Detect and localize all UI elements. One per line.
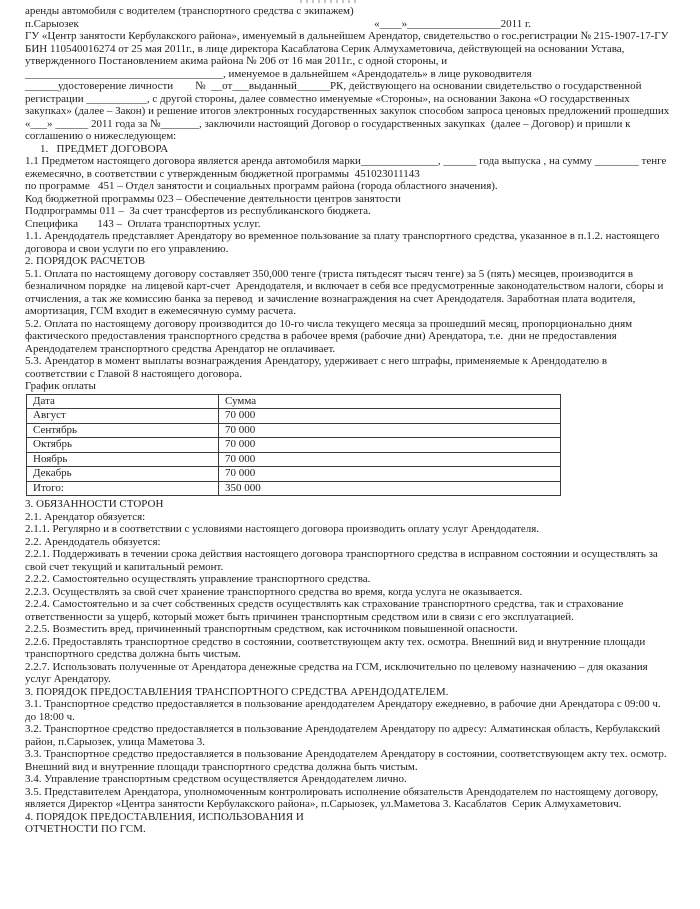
contract-paragraph: График оплаты: [25, 380, 96, 392]
contract-paragraph: 3.1. Транспортное средство предоставляется в пользование арендодателем Арендатору ежедневно, в рабочие дни Арендатора с 09:00 ч. до 18:00 ч.: [25, 698, 664, 723]
payment-amount-cell: 350 000: [219, 481, 561, 496]
payment-amount-cell: 70 000: [219, 423, 561, 438]
payment-amount-cell: 70 000: [219, 467, 561, 482]
contract-paragraph: 5.2. Оплата по настоящему договору производится до 10-го числа текущего месяца за прошедший месяц, пропорционально дням фактического предоставления транспортного средства в рабочее время (рабочие дни) Арендатора, т.е. дни не предоставления Арендодателем транспортного средства Арендатор не оплачивает.: [25, 317, 635, 355]
contract-paragraph: 5.3. Арендатор в момент выплаты вознаграждения Арендатору, удерживает с него штрафы, применяемые к Арендодателю в соответствии с Главой 8 настоящего договора.: [25, 355, 610, 380]
contract-paragraph: 1.1 Предметом настоящего договора является аренда автомобиля марки______________, ______ года выпуска , на сумму ________ тенге ежемесячно, в соответствии с утвержденным бюджетной программы 451023011143: [25, 155, 670, 180]
contract-paragraph: 2.2.5. Возместить вред, причиненный транспортным средством, как источником повышенной опасности.: [25, 623, 518, 635]
payment-month-cell: Август: [27, 409, 219, 424]
payment-schedule-table: [26, 394, 561, 497]
contract-paragraph: 2.2.1. Поддерживать в течении срока действия настоящего договора транспортного средства в исправном состоянии и осуществлять за свой счет текущий и капитальный ремонт.: [25, 548, 661, 573]
place-and-date-line: [25, 18, 671, 31]
payment-amount-cell: 70 000: [219, 452, 561, 467]
contract-paragraph: ГУ «Центр занятости Кербулакского района», именуемый в дальнейшем Арендатор, свидетельство о гос.регистрации № 215-1907-17-ГУ БИН 110540016274 от 25 мая 2011г., в лице директора Касаблатова Серик Алмухаметовича, действующей на основании Устава, утвержденного Постановлением акима района № 206 от 16 мая 2011г., с одной стороны, и: [25, 30, 672, 67]
contract-paragraph: 1.1. Арендодатель представляет Арендатору во временное пользование за плату транспортного средства, указанное в п.1.2. настоящего договора и свои услуги по его управлению.: [25, 230, 663, 255]
contract-paragraph: по программе 451 – Отдел занятости и социальных программ района (города областного значения).: [25, 180, 498, 192]
contract-paragraph: 4. ПОРЯДОК ПРЕДОСТАВЛЕНИЯ, ИСПОЛЬЗОВАНИЯ И: [25, 810, 304, 823]
contract-paragraph: 2.2.6. Предоставлять транспортное средство в состоянии, соответствующем акту тех. осмотра. Внешний вид и внутренние площади транспортного средства должна быть чистым.: [25, 635, 648, 660]
contract-paragraph: 3.4. Управление транспортным средством осуществляется Арендодателем лично.: [25, 773, 407, 785]
payment-month-cell: Декабрь: [27, 467, 219, 482]
contract-paragraph: 3. ПОРЯДОК ПРЕДОСТАВЛЕНИЯ ТРАНСПОРТНОГО СРЕДСТВА АРЕНДОДАТЕЛЕМ.: [25, 685, 449, 698]
contract-paragraph: Специфика 143 – Оплата транспортных услуг.: [25, 217, 261, 230]
table-column-header: Сумма: [219, 394, 561, 409]
document-body: [25, 5, 671, 836]
payment-month-cell: Ноябрь: [27, 452, 219, 467]
contract-paragraph: 5.1. Оплата по настоящему договору составляет 350,000 тенге (триста пятьдесят тысяч тенге) за 5 (пять) месяцев, производится в безналичном порядке на лицевой карт-счет Арендодателя, и включает в себя все предусмотренные законодательством налоги, сборы и отчисления, а так же комиссию банка за перевод и зачисление вознаграждения на счет Арендодателя. Заработная плата водителя, амортизация, ГСМ входит в ежемесячную сумму расчета.: [25, 267, 667, 317]
contract-paragraph: 2.2.7. Использовать полученные от Арендатора денежные средства на ГСМ, исключительно по целевому назначению – для оказания услуг Арендатору.: [25, 660, 651, 685]
contract-paragraph: 3.5. Представителем Арендатора, уполномоченным контролировать исполнение обязательств Арендодателем по настоящему договору, является Директор «Центра занятости Кербулакского района», п.Сарыозек, ул.Маметова 3. Касаблатов Серик Алмухаметович.: [25, 785, 661, 810]
table-row: [27, 438, 561, 453]
date-blank: «____»_________________2011 г.: [374, 17, 531, 30]
contract-paragraph: 2.1. Арендатор обязуется:: [25, 510, 146, 523]
contract-paragraph: ______удостоверение личности № __от___выданный______РК, действующего на основании свидетельство о государственной регистрации ___________, с другой стороны, далее совместно именуемые «Стороны», на основании Закона «О государственных закупках» (далее – Закон) и решение итогов электронных государственных закупок способом запроса ценовых предложений прошедших «___» ______ 2011 года за №_______, заключили настоящий Договор о государственных закупках (далее – Договор) и пришли к соглашению о нижеследующем:: [25, 80, 672, 142]
contract-paragraph: 2.1.1. Регулярно и в соответствии с условиями настоящего договора производить оплату услуг Арендодателя.: [25, 523, 540, 535]
clipped-previous-line-fragment: [300, 0, 360, 3]
contract-paragraph: 3.3. Транспортное средство предоставляется в пользование Арендодателем Арендатору в состоянии, соответствующем акту тех. осмотр. Внешний вид и внутренние площади транспортного средства должна быть чистым.: [25, 748, 670, 773]
contract-paragraph: 3. ОБЯЗАННОСТИ СТОРОН: [25, 498, 164, 510]
contract-paragraph: 1. ПРЕДМЕТ ДОГОВОРА: [40, 142, 169, 155]
table-header-row: [27, 394, 561, 409]
contract-paragraph: 2. ПОРЯДОК РАСЧЕТОВ: [25, 255, 146, 267]
payment-amount-cell: 70 000: [219, 409, 561, 424]
payment-month-cell: Итого:: [27, 481, 219, 496]
contract-paragraph: аренды автомобиля с водителем (транспортного средства с экипажем): [25, 5, 354, 17]
table-row: [27, 481, 561, 496]
table-row: [27, 467, 561, 482]
table-row: [27, 423, 561, 438]
place-name: п.Сарыозек: [25, 17, 79, 30]
payment-amount-cell: 70 000: [219, 438, 561, 453]
payment-month-cell: Сентябрь: [27, 423, 219, 438]
payment-month-cell: Октябрь: [27, 438, 219, 453]
table-column-header: Дата: [27, 394, 219, 409]
contract-paragraph: 2.2.4. Самостоятельно и за счет собственных средств осуществлять как страхование транспортного средства, так и страхование ответственности за ущерб, который может быть причинен транспортным средством или в связи с его эксплуатацией.: [25, 598, 627, 623]
contract-paragraph: 3.2. Транспортное средство предоставляется в пользование Арендодателем Арендатору по адресу: Алматинская область, Кербулакский район, п.Сарыозек, улица Маметова 3.: [25, 723, 663, 748]
contract-paragraph: 2.2.2. Самостоятельно осуществлять управление транспортного средства.: [25, 573, 371, 585]
contract-paragraph: Подпрограммы 011 – За счет трансфертов из республиканского бюджета.: [25, 205, 371, 217]
table-row: [27, 452, 561, 467]
contract-paragraph: 2.2. Арендодатель обязуется:: [25, 535, 161, 548]
table-row: [27, 409, 561, 424]
contract-paragraph: ____________________________________, именуемое в дальнейшем «Арендодатель» в лице руководвителя: [25, 67, 532, 80]
contract-paragraph: Код бюджетной программы 023 – Обеспечение деятельности центров занятости: [25, 192, 401, 205]
contract-paragraph: ОТЧЕТНОСТИ ПО ГСМ.: [25, 823, 146, 835]
contract-paragraph: 2.2.3. Осуществлять за свой счет хранение транспортного средства во время, когда услуга не оказывается.: [25, 585, 523, 598]
